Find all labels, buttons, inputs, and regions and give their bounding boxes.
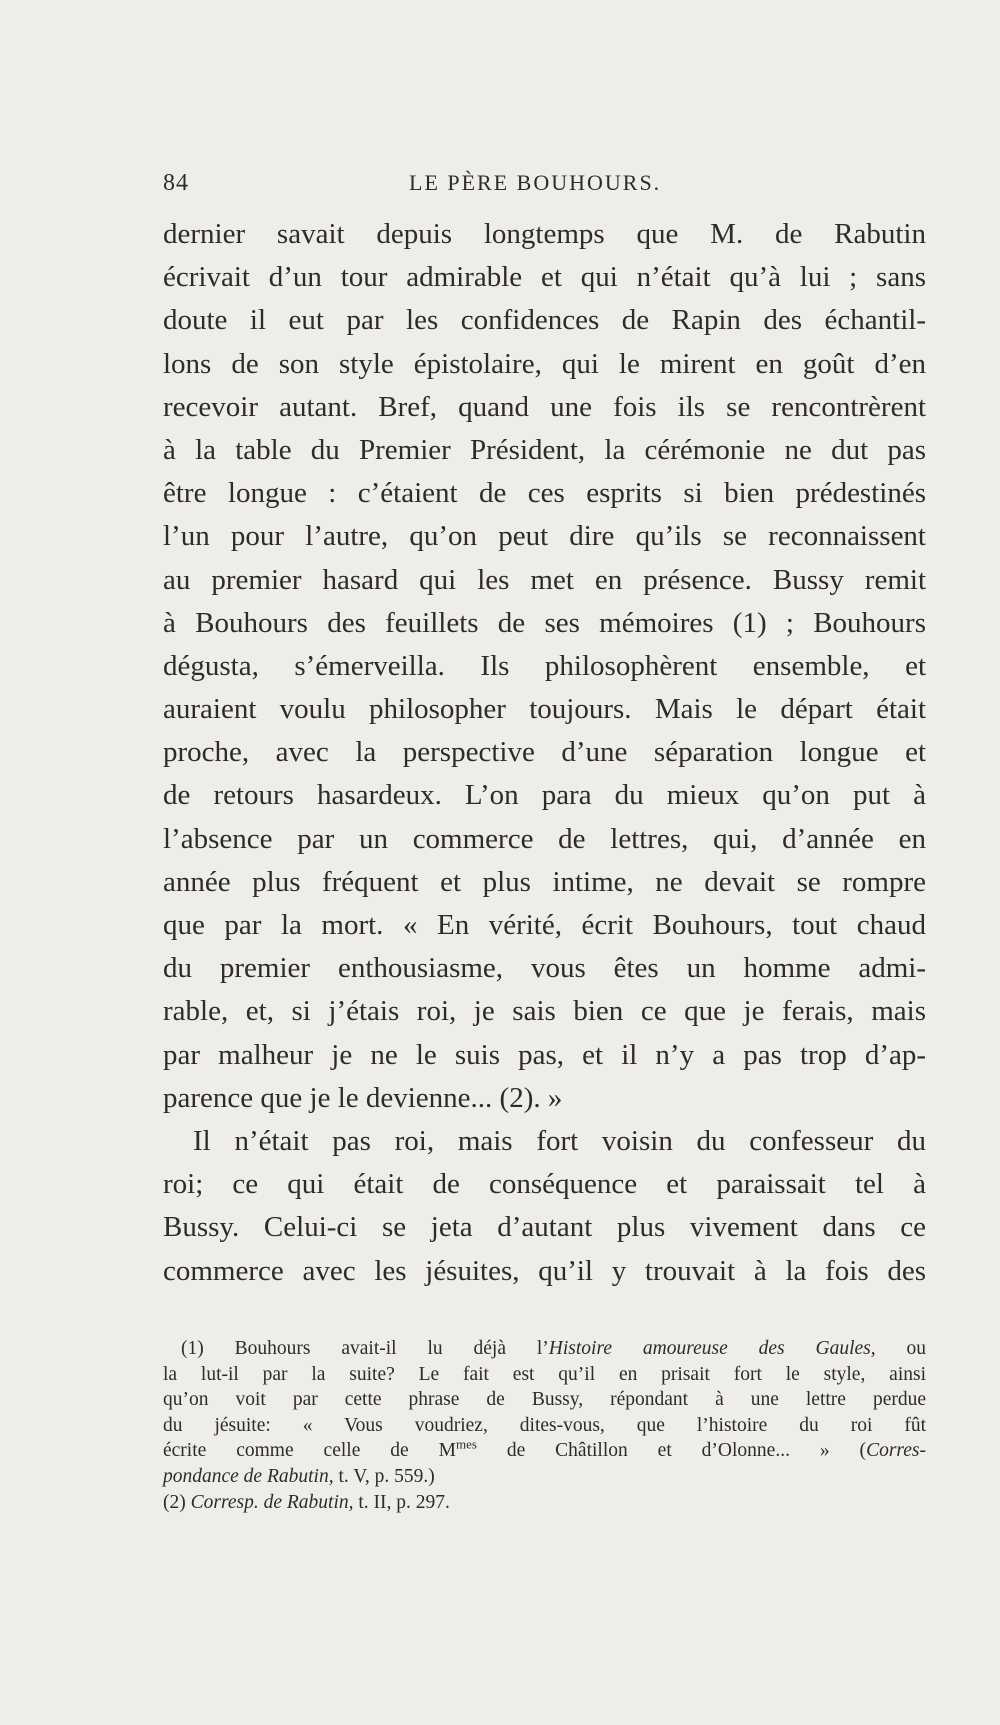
footnote-line (163, 1464, 926, 1490)
footnote-text: (1) Bouhours avait-il lu déjà l’ (181, 1338, 549, 1359)
text-line-paragraph-end: parence que je le devienne... (2). » (163, 1081, 563, 1114)
footnotes (163, 1336, 926, 1515)
footnote-text: de Châtillon et d’Olonne... » ( (476, 1440, 867, 1462)
footnote-1 (163, 1336, 926, 1490)
text-line: l’absence par un commerce de lettres, qui, d’année en (163, 822, 926, 855)
text-line: Bussy. Celui-ci se jeta d’autant plus vivement dans ce (163, 1211, 926, 1244)
text-line: l’un pour l’autre, qu’on peut dire qu’ils se reconnaissent (163, 520, 926, 553)
text-line: que par la mort. « En vérité, écrit Bouhours, tout chaud (163, 909, 926, 941)
footnote-superscript: mes (455, 1436, 477, 1452)
footnote-line: la lut-il par la suite? Le fait est qu’il en prisait fort le style, ainsi (163, 1363, 926, 1385)
footnote-line: du jésuite: « Vous voudriez, dites-vous, que l’histoire du roi fût (163, 1414, 926, 1436)
page-number: 84 (163, 170, 189, 196)
text-line: à la table du Premier Président, la cérémonie ne dut pas (163, 433, 926, 466)
text-line: lons de son style épistolaire, qui le mirent en goût d’en (163, 347, 926, 380)
footnote-title: pondance de Rabutin, (163, 1465, 334, 1487)
footnote-text: (2) (163, 1491, 191, 1513)
text-line: année plus fréquent et plus intime, ne devait se rompre (163, 865, 926, 898)
footnote-line (163, 1438, 926, 1464)
text-line: dégusta, s’émerveilla. Ils philosophèrent ensemble, et (163, 649, 926, 682)
text-line: à Bouhours des feuillets de ses mémoires (1) ; Bouhours (163, 606, 926, 639)
footnote-text: ou (875, 1338, 927, 1359)
footnote-line (163, 1336, 926, 1362)
running-title: LE PÈRE BOUHOURS. (409, 170, 662, 195)
footnote-title: Corres- (866, 1440, 927, 1462)
text-line: rable, et, si j’étais roi, je sais bien ce que je ferais, mais (163, 995, 926, 1028)
text-line: dernier savait depuis longtemps que M. de Rabutin (163, 218, 926, 250)
text-line: du premier enthousiasme, vous êtes un homme admi- (163, 952, 926, 985)
footnote-line: qu’on voit par cette phrase de Bussy, répondant à une lettre perdue (163, 1389, 926, 1411)
text-line: au premier hasard qui les met en présence. Bussy remit (163, 563, 926, 596)
text-line: recevoir autant. Bref, quand une fois ils se rencontrèrent (163, 390, 926, 423)
text-line-paragraph-start: Il n’était pas roi, mais fort voisin du confesseur du (193, 1124, 926, 1157)
body-text (163, 213, 926, 1293)
footnote-line (163, 1490, 926, 1516)
text-line: proche, avec la perspective d’une séparation longue et (163, 736, 926, 769)
text-line: de retours hasardeux. L’on para du mieux qu’on put à (163, 779, 926, 812)
footnote-text: écrite comme celle de M (163, 1440, 456, 1462)
text-line: doute il eut par les confidences de Rapin des échantil- (163, 304, 926, 337)
footnote-title: Corresp. de Rabutin, (190, 1491, 354, 1513)
text-line: commerce avec les jésuites, qu’il y trouvait à la fois des (163, 1254, 926, 1287)
footnote-text: t. II, p. 297. (353, 1491, 450, 1513)
page-header (163, 170, 923, 206)
text-line: auraient voulu philosopher toujours. Mais le départ était (163, 693, 926, 726)
footnote-2 (163, 1490, 926, 1516)
text-line: écrivait d’un tour admirable et qui n’était qu’à lui ; sans (163, 261, 926, 294)
text-line: roi; ce qui était de conséquence et paraissait tel à (163, 1168, 926, 1201)
text-line: être longue : c’étaient de ces esprits si bien prédestinés (163, 477, 926, 510)
text-line: par malheur je ne le suis pas, et il n’y a pas trop d’ap- (163, 1038, 926, 1071)
footnote-text: t. V, p. 559.) (333, 1465, 435, 1487)
footnote-title: Histoire amoureuse des Gaules, (548, 1338, 876, 1359)
